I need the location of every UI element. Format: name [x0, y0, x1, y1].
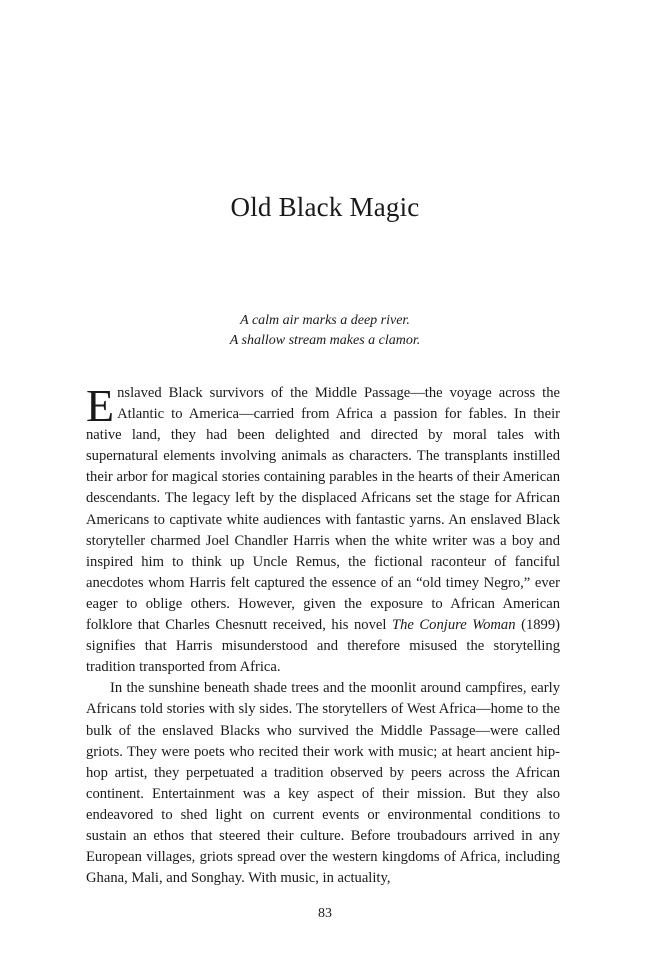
drop-cap: E — [86, 380, 115, 431]
chapter-title: Old Black Magic — [230, 192, 420, 222]
paragraph-1-text-a: nslaved Black survivors of the Middle Passage—the voyage across the Atlantic to America—carried from Africa a passion for fables. In their native land, they had been delighted and directed by moral tales with supernatural elements involving animals as characters. The transplants instilled their arbor for magical stories containing parables in the hearts of their American descendants. The legacy left by the displaced Africans set the stage for African Americans to captivate white audiences with fantastic yarns. An enslaved Black storyteller charmed Joel Chandler Harris when the white writer was a boy and inspired him to think up Uncle Remus, the fictional raconteur of fanciful anecdotes whom Harris felt captured the essence of an “old timey Negro,” ever eager to oblige others. However, given the exposure to African American folklore that Charles Chesnutt received, his novel — [86, 385, 560, 634]
paragraph-1 — [86, 380, 560, 678]
paragraph-2: In the sunshine beneath shade trees and the moonlit around campfires, early Africans told stories with sly sides. The storytellers of West Africa—home to the bulk of the enslaved Blacks who survived the Middle Passage—were called griots. They were poets who recited their work with music; at heart ancient hip-hop artist, they perpetuated a tradition observed by peers across the African continent. Entertainment was a key aspect of their mission. But they also endeavored to shed light on current events or environmental conditions to sustain an ethos that steered their culture. Before troubadours arrived in any European villages, griots spread over the western kingdoms of Africa, including Ghana, Mali, and Songhay. With music, in actuality, — [86, 680, 560, 887]
epigraph-line-1: A calm air marks a deep river. — [240, 313, 410, 328]
book-title: The Conjure Woman — [391, 617, 516, 634]
chapter-body — [86, 380, 560, 889]
epigraph — [0, 311, 650, 351]
paragraph-1-text-b: (1899) signifies that Harris misunderstood and therefore misused the storytelling tradition transported from Africa. — [86, 617, 560, 676]
page-number: 83 — [318, 906, 332, 921]
epigraph-line-2: A shallow stream makes a clamor. — [229, 333, 421, 348]
